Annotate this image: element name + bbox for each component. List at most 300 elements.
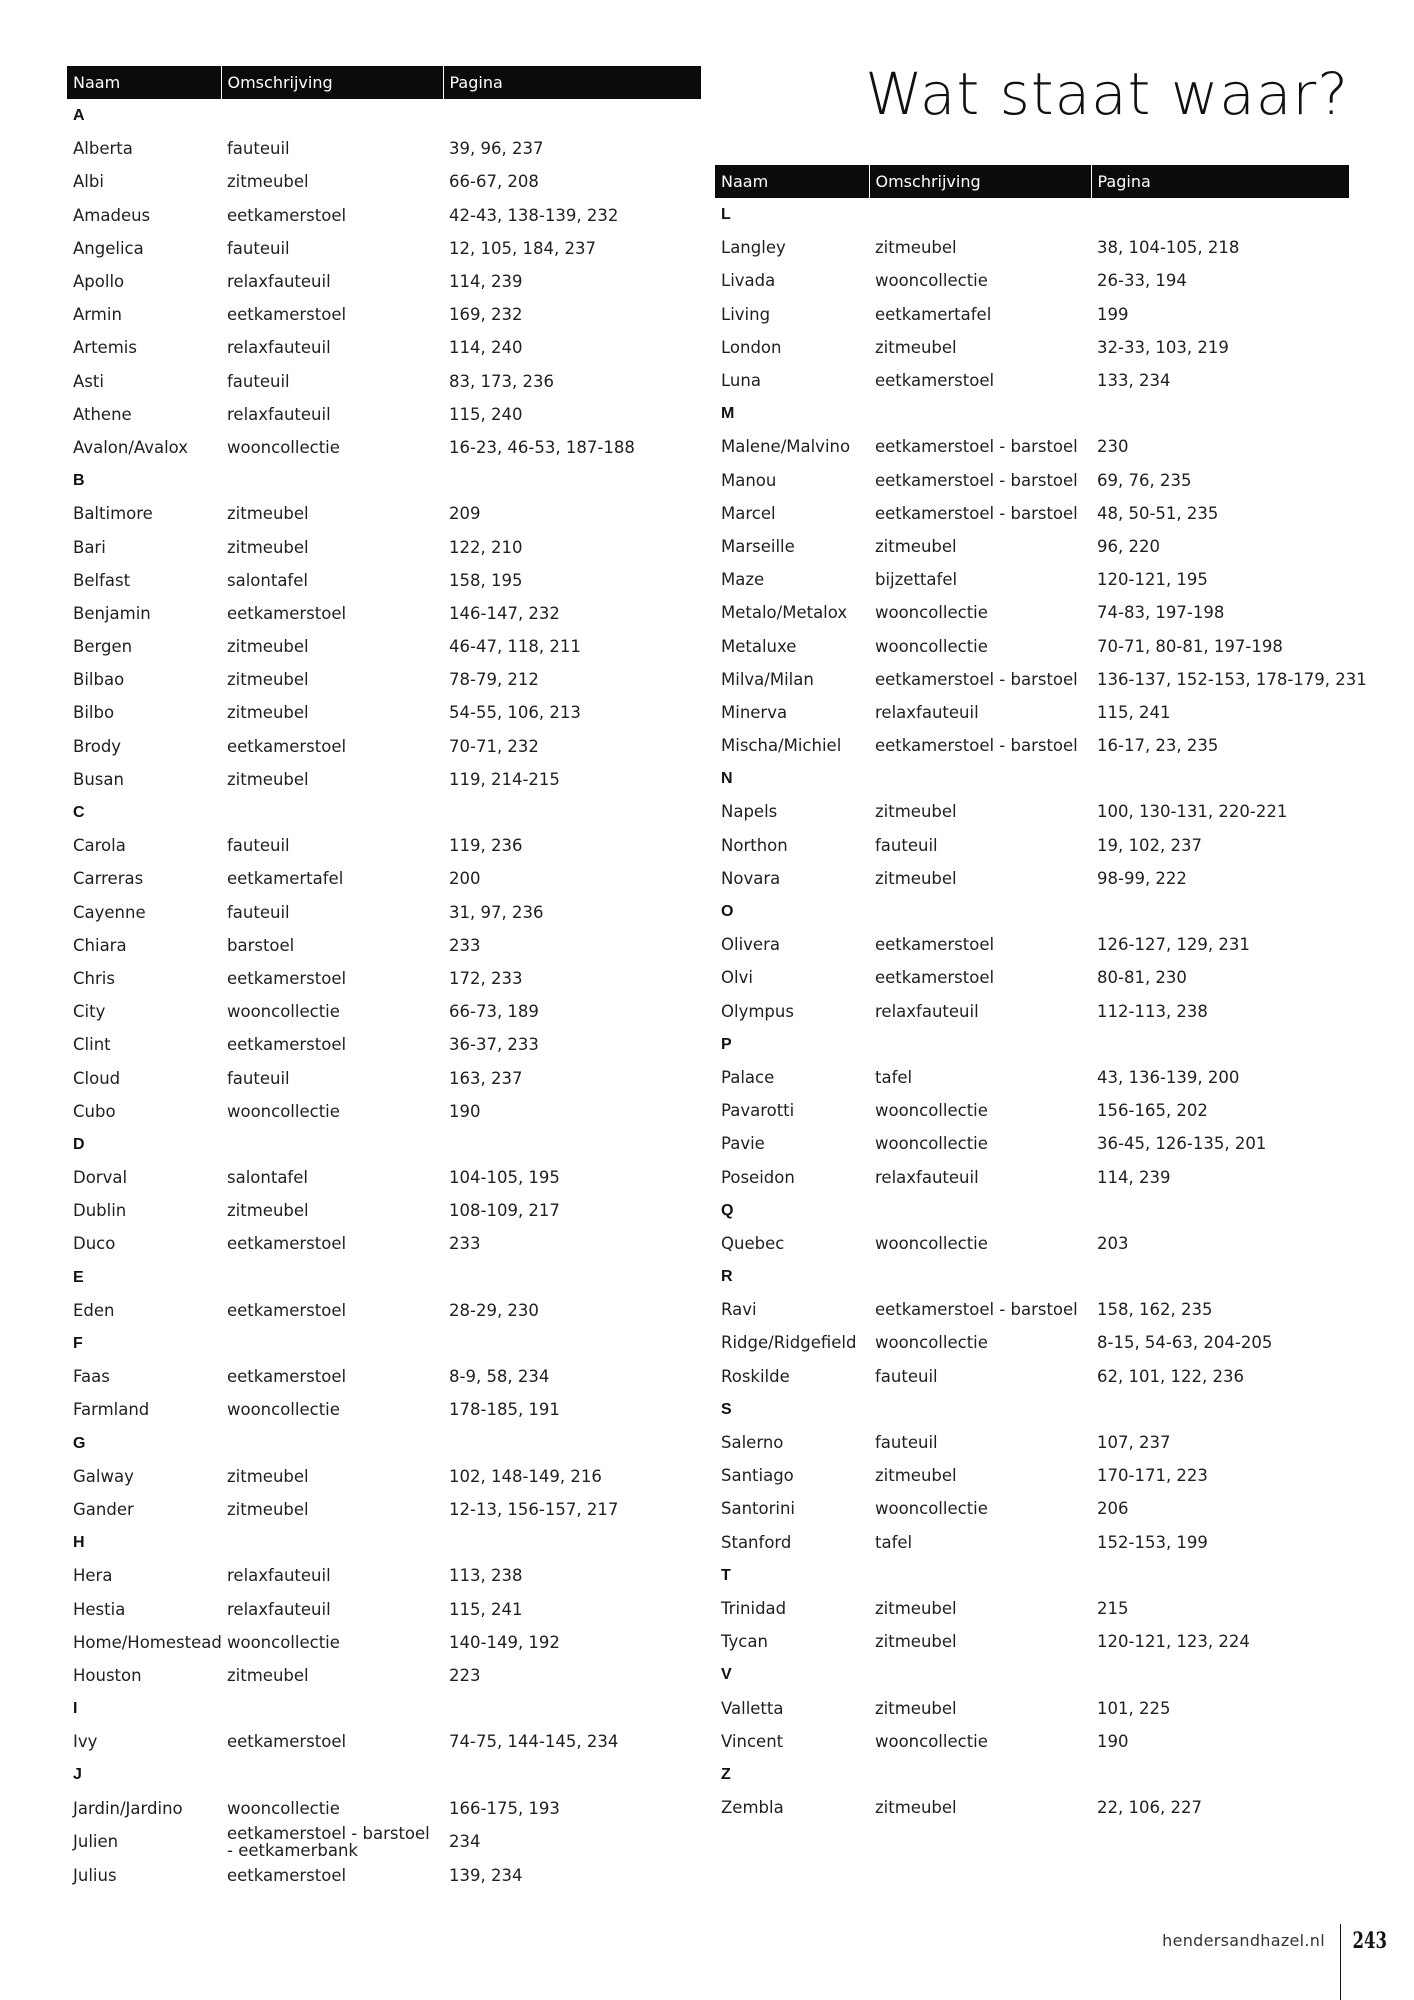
footer-website: hendersandhazel.nl bbox=[1162, 1931, 1325, 1950]
product-name: Santorini bbox=[721, 1499, 796, 1519]
page-numbers: 120-121, 123, 224 bbox=[1097, 1632, 1250, 1652]
product-description: relaxfauteuil bbox=[875, 702, 979, 722]
product-name: Pavarotti bbox=[721, 1101, 795, 1121]
product-description: eetkamerstoel bbox=[227, 968, 347, 988]
table-row bbox=[715, 1691, 1349, 1724]
product-name: Manou bbox=[721, 470, 777, 490]
product-description: zitmeubel bbox=[227, 769, 309, 789]
product-name: Belfast bbox=[73, 570, 131, 590]
product-description: relaxfauteuil bbox=[227, 1599, 331, 1619]
product-name: Santiago bbox=[721, 1466, 794, 1486]
product-name: Metaluxe bbox=[721, 636, 797, 656]
product-description: zitmeubel bbox=[875, 1798, 957, 1818]
table-row bbox=[67, 763, 701, 796]
table-row bbox=[67, 1194, 701, 1227]
product-name: Dorval bbox=[73, 1168, 128, 1188]
page-numbers: 169, 232 bbox=[449, 305, 523, 325]
table-row bbox=[715, 696, 1349, 729]
table-row bbox=[715, 1625, 1349, 1658]
page-numbers: 8-15, 54-63, 204-205 bbox=[1097, 1333, 1273, 1353]
table-row bbox=[67, 431, 701, 464]
letter-heading-row bbox=[715, 1194, 1349, 1227]
letter-heading: H bbox=[73, 1534, 85, 1552]
page-numbers: 115, 240 bbox=[449, 404, 523, 424]
product-description: eetkamerstoel - barstoel bbox=[875, 1300, 1078, 1320]
table-row bbox=[715, 1094, 1349, 1127]
page-numbers: 104-105, 195 bbox=[449, 1168, 560, 1188]
letter-heading-row bbox=[715, 1028, 1349, 1061]
letter-heading-row bbox=[715, 895, 1349, 928]
product-name: Northon bbox=[721, 835, 788, 855]
product-description: wooncollectie bbox=[875, 1499, 988, 1519]
table-row bbox=[715, 995, 1349, 1028]
page-numbers: 12, 105, 184, 237 bbox=[449, 238, 596, 258]
table-row bbox=[67, 630, 701, 663]
product-description: zitmeubel bbox=[227, 1665, 309, 1685]
product-description: zitmeubel bbox=[875, 536, 957, 556]
product-name: Gander bbox=[73, 1499, 134, 1519]
table-row bbox=[67, 497, 701, 530]
table-row bbox=[67, 1393, 701, 1426]
table-header-row bbox=[715, 165, 1349, 198]
page-numbers: 223 bbox=[449, 1665, 481, 1685]
product-name: Athene bbox=[73, 404, 132, 424]
product-description: wooncollectie bbox=[875, 1333, 988, 1353]
table-row bbox=[67, 1095, 701, 1128]
page-numbers: 126-127, 129, 231 bbox=[1097, 935, 1250, 955]
product-name: Apollo bbox=[73, 272, 125, 292]
table-row bbox=[715, 497, 1349, 530]
product-name: Pavie bbox=[721, 1134, 765, 1154]
table-row bbox=[715, 464, 1349, 497]
table-row bbox=[715, 829, 1349, 862]
product-name: Luna bbox=[721, 371, 761, 391]
table-row bbox=[67, 530, 701, 563]
product-name: Galway bbox=[73, 1466, 134, 1486]
product-description: eetkamerstoel - barstoel - eetkamerbank bbox=[227, 1823, 430, 1860]
product-name: Dublin bbox=[73, 1201, 127, 1221]
product-name: Metalo/Metalox bbox=[721, 603, 848, 623]
table-row bbox=[67, 896, 701, 929]
product-name: Roskilde bbox=[721, 1366, 790, 1386]
page-numbers: 114, 240 bbox=[449, 338, 523, 358]
product-name: Baltimore bbox=[73, 504, 153, 524]
table-row bbox=[715, 1492, 1349, 1525]
table-row bbox=[715, 1459, 1349, 1492]
product-name: Ridge/Ridgefield bbox=[721, 1333, 857, 1353]
product-name: Amadeus bbox=[73, 205, 151, 225]
letter-heading-row bbox=[67, 1692, 701, 1725]
product-name: Chiara bbox=[73, 935, 127, 955]
page-numbers: 100, 130-131, 220-221 bbox=[1097, 802, 1288, 822]
letter-heading-row bbox=[67, 99, 701, 132]
product-description: zitmeubel bbox=[227, 1466, 309, 1486]
product-description: fauteuil bbox=[227, 1068, 290, 1088]
product-description: fauteuil bbox=[875, 835, 938, 855]
product-name: Bari bbox=[73, 537, 106, 557]
product-description: zitmeubel bbox=[227, 537, 309, 557]
product-name: Faas bbox=[73, 1367, 110, 1387]
product-name: Langley bbox=[721, 238, 786, 258]
page-numbers: 113, 238 bbox=[449, 1566, 523, 1586]
product-name: Olivera bbox=[721, 935, 780, 955]
page-numbers: 115, 241 bbox=[1097, 702, 1171, 722]
table-body bbox=[715, 198, 1367, 1824]
product-name: Cubo bbox=[73, 1101, 116, 1121]
page-numbers: 12-13, 156-157, 217 bbox=[449, 1499, 619, 1519]
page-numbers: 233 bbox=[449, 935, 481, 955]
page-numbers: 74-83, 197-198 bbox=[1097, 603, 1225, 623]
page-numbers: 178-185, 191 bbox=[449, 1400, 560, 1420]
table-row bbox=[67, 862, 701, 895]
table-row bbox=[715, 1127, 1349, 1160]
letter-heading: Q bbox=[721, 1201, 734, 1219]
table-row bbox=[67, 696, 701, 729]
letter-heading-row bbox=[715, 1758, 1349, 1791]
table-row bbox=[67, 365, 701, 398]
page-number: 243 bbox=[1352, 1928, 1387, 1954]
page-numbers: 96, 220 bbox=[1097, 536, 1160, 556]
table-row bbox=[67, 1227, 701, 1260]
product-name: Armin bbox=[73, 305, 122, 325]
product-description: salontafel bbox=[227, 570, 308, 590]
letter-heading-row bbox=[715, 1393, 1349, 1426]
page-numbers: 200 bbox=[449, 869, 481, 889]
page-numbers: 69, 76, 235 bbox=[1097, 470, 1192, 490]
page-numbers: 28-29, 230 bbox=[449, 1300, 539, 1320]
table-row bbox=[715, 1227, 1349, 1260]
product-description: tafel bbox=[875, 1532, 913, 1552]
product-description: wooncollectie bbox=[875, 1731, 988, 1751]
page-numbers: 66-67, 208 bbox=[449, 172, 539, 192]
page-numbers: 26-33, 194 bbox=[1097, 271, 1187, 291]
product-description: eetkamerstoel bbox=[227, 603, 347, 623]
table-row bbox=[67, 962, 701, 995]
table-row bbox=[715, 1725, 1349, 1758]
column-header-omschrijving: Omschrijving bbox=[221, 66, 443, 99]
letter-heading: O bbox=[721, 903, 734, 921]
page-numbers: 133, 234 bbox=[1097, 371, 1171, 391]
product-description: zitmeubel bbox=[227, 637, 309, 657]
product-name: Alberta bbox=[73, 139, 133, 159]
product-description: barstoel bbox=[227, 935, 295, 955]
table-row bbox=[67, 298, 701, 331]
product-description: zitmeubel bbox=[227, 1499, 309, 1519]
product-description: wooncollectie bbox=[875, 636, 988, 656]
page-numbers: 98-99, 222 bbox=[1097, 868, 1187, 888]
letter-heading: Z bbox=[721, 1765, 731, 1783]
product-name: Malene/Malvino bbox=[721, 437, 851, 457]
page-numbers: 70-71, 80-81, 197-198 bbox=[1097, 636, 1283, 656]
table-row bbox=[67, 663, 701, 696]
letter-heading: V bbox=[721, 1666, 732, 1684]
page-numbers: 78-79, 212 bbox=[449, 670, 539, 690]
product-name: Mischa/Michiel bbox=[721, 736, 842, 756]
table-row bbox=[715, 1293, 1349, 1326]
page-numbers: 119, 236 bbox=[449, 836, 523, 856]
table-row bbox=[67, 1493, 701, 1526]
product-description: zitmeubel bbox=[875, 238, 957, 258]
product-description: wooncollectie bbox=[227, 1400, 340, 1420]
letter-heading-row bbox=[715, 1559, 1349, 1592]
page-numbers: 36-37, 233 bbox=[449, 1035, 539, 1055]
product-name: Zembla bbox=[721, 1798, 784, 1818]
product-description: wooncollectie bbox=[875, 1134, 988, 1154]
page-numbers: 203 bbox=[1097, 1233, 1129, 1253]
column-header-omschrijving: Omschrijving bbox=[869, 165, 1091, 198]
page-numbers: 83, 173, 236 bbox=[449, 371, 554, 391]
page-numbers: 156-165, 202 bbox=[1097, 1101, 1208, 1121]
table-body bbox=[67, 99, 701, 1892]
product-name: Olympus bbox=[721, 1001, 794, 1021]
table-row bbox=[715, 1791, 1349, 1824]
product-name: Ravi bbox=[721, 1300, 757, 1320]
product-name: Carreras bbox=[73, 869, 144, 889]
product-description: eetkamerstoel bbox=[875, 968, 995, 988]
product-name: Chris bbox=[73, 968, 115, 988]
table-row bbox=[67, 398, 701, 431]
page-numbers: 140-149, 192 bbox=[449, 1632, 560, 1652]
product-description: zitmeubel bbox=[875, 802, 957, 822]
table-row bbox=[715, 1326, 1349, 1359]
letter-heading: N bbox=[721, 770, 733, 788]
letter-heading-row bbox=[715, 198, 1349, 231]
product-name: City bbox=[73, 1002, 106, 1022]
table-row bbox=[67, 331, 701, 364]
page-numbers: 108-109, 217 bbox=[449, 1201, 560, 1221]
letter-heading: D bbox=[73, 1135, 85, 1153]
table-row bbox=[67, 995, 701, 1028]
table-row bbox=[715, 928, 1349, 961]
table-row bbox=[715, 729, 1349, 762]
table-row bbox=[715, 629, 1349, 662]
product-description: eetkamerstoel bbox=[875, 371, 995, 391]
letter-heading-row bbox=[715, 397, 1349, 430]
page-numbers: 42-43, 138-139, 232 bbox=[449, 205, 619, 225]
page-numbers: 38, 104-105, 218 bbox=[1097, 238, 1240, 258]
product-description: relaxfauteuil bbox=[875, 1167, 979, 1187]
page-numbers: 43, 136-139, 200 bbox=[1097, 1067, 1240, 1087]
product-name: Busan bbox=[73, 769, 124, 789]
table-row bbox=[715, 430, 1349, 463]
product-name: Marseille bbox=[721, 536, 795, 556]
page-numbers: 120-121, 195 bbox=[1097, 570, 1208, 590]
product-description: eetkamerstoel - barstoel bbox=[875, 503, 1078, 523]
product-name: Julien bbox=[73, 1832, 119, 1852]
page-numbers: 107, 237 bbox=[1097, 1433, 1171, 1453]
table-row bbox=[67, 829, 701, 862]
page-numbers: 206 bbox=[1097, 1499, 1129, 1519]
letter-heading: J bbox=[73, 1766, 82, 1784]
letter-heading: B bbox=[73, 472, 85, 490]
product-name: London bbox=[721, 337, 782, 357]
product-name: Brody bbox=[73, 736, 122, 756]
product-description: wooncollectie bbox=[227, 1798, 340, 1818]
product-description: relaxfauteuil bbox=[227, 338, 331, 358]
table-row bbox=[715, 364, 1349, 397]
product-description: wooncollectie bbox=[227, 437, 340, 457]
product-description: eetkamertafel bbox=[875, 304, 992, 324]
table-row bbox=[715, 331, 1349, 364]
table-row bbox=[715, 264, 1349, 297]
product-name: Avalon/Avalox bbox=[73, 437, 189, 457]
product-description: relaxfauteuil bbox=[227, 404, 331, 424]
product-description: zitmeubel bbox=[227, 703, 309, 723]
table-row bbox=[67, 132, 701, 165]
page-numbers: 170-171, 223 bbox=[1097, 1466, 1208, 1486]
page-numbers: 39, 96, 237 bbox=[449, 139, 544, 159]
product-description: salontafel bbox=[227, 1168, 308, 1188]
page-numbers: 66-73, 189 bbox=[449, 1002, 539, 1022]
product-name: Hestia bbox=[73, 1599, 126, 1619]
product-name: Marcel bbox=[721, 503, 776, 523]
page-numbers: 46-47, 118, 211 bbox=[449, 637, 581, 657]
table-header-row bbox=[67, 66, 701, 99]
page-numbers: 146-147, 232 bbox=[449, 603, 560, 623]
product-description: eetkamerstoel bbox=[227, 1732, 347, 1752]
table-row bbox=[67, 730, 701, 763]
page-numbers: 172, 233 bbox=[449, 968, 523, 988]
product-description: zitmeubel bbox=[875, 1698, 957, 1718]
letter-heading-row bbox=[715, 1658, 1349, 1691]
page-numbers: 190 bbox=[1097, 1731, 1129, 1751]
product-description: fauteuil bbox=[227, 139, 290, 159]
table-row bbox=[67, 232, 701, 265]
table-row bbox=[715, 563, 1349, 596]
product-description: fauteuil bbox=[875, 1366, 938, 1386]
table-row bbox=[67, 1061, 701, 1094]
product-description: relaxfauteuil bbox=[227, 272, 331, 292]
page-numbers: 166-175, 193 bbox=[449, 1798, 560, 1818]
product-name: Stanford bbox=[721, 1532, 792, 1552]
product-name: Palace bbox=[721, 1067, 775, 1087]
table-row bbox=[715, 1360, 1349, 1393]
letter-heading: F bbox=[73, 1335, 83, 1353]
product-description: zitmeubel bbox=[227, 172, 309, 192]
page-numbers: 163, 237 bbox=[449, 1068, 523, 1088]
product-description: fauteuil bbox=[227, 836, 290, 856]
product-name: Quebec bbox=[721, 1233, 785, 1253]
page-title: Wat staat waar? bbox=[865, 60, 1349, 128]
product-description: wooncollectie bbox=[875, 271, 988, 291]
product-name: Maze bbox=[721, 570, 765, 590]
table-row bbox=[67, 1859, 701, 1892]
product-name: Livada bbox=[721, 271, 776, 291]
product-description: eetkamerstoel bbox=[227, 1300, 347, 1320]
page-numbers: 136-137, 152-153, 178-179, 231 bbox=[1097, 669, 1367, 689]
page-numbers: 102, 148-149, 216 bbox=[449, 1466, 602, 1486]
page-numbers: 209 bbox=[449, 504, 481, 524]
product-name: Duco bbox=[73, 1234, 116, 1254]
product-name: Artemis bbox=[73, 338, 137, 358]
table-row bbox=[67, 199, 701, 232]
product-description: zitmeubel bbox=[875, 1632, 957, 1652]
product-description: eetkamerstoel bbox=[227, 1234, 347, 1254]
table-row bbox=[67, 1028, 701, 1061]
table-row bbox=[67, 597, 701, 630]
table-row bbox=[67, 1360, 701, 1393]
page-numbers: 114, 239 bbox=[1097, 1167, 1171, 1187]
product-name: Cayenne bbox=[73, 902, 146, 922]
footer-divider bbox=[1340, 1924, 1341, 2000]
table-row bbox=[715, 961, 1349, 994]
product-description: eetkamerstoel bbox=[227, 1035, 347, 1055]
product-description: zitmeubel bbox=[875, 337, 957, 357]
column-header-naam: Naam bbox=[715, 165, 869, 198]
page-numbers: 8-9, 58, 234 bbox=[449, 1367, 550, 1387]
product-name: Ivy bbox=[73, 1732, 98, 1752]
letter-heading: M bbox=[721, 405, 735, 423]
product-name: Julius bbox=[73, 1865, 117, 1885]
product-name: Salerno bbox=[721, 1433, 784, 1453]
page-numbers: 31, 97, 236 bbox=[449, 902, 544, 922]
table-row bbox=[715, 231, 1349, 264]
page-numbers: 139, 234 bbox=[449, 1865, 523, 1885]
table-row bbox=[67, 564, 701, 597]
page-numbers: 230 bbox=[1097, 437, 1129, 457]
page-numbers: 80-81, 230 bbox=[1097, 968, 1187, 988]
product-description: zitmeubel bbox=[227, 504, 309, 524]
page-numbers: 16-23, 46-53, 187-188 bbox=[449, 437, 635, 457]
page-numbers: 101, 225 bbox=[1097, 1698, 1171, 1718]
product-description: zitmeubel bbox=[227, 1201, 309, 1221]
product-name: Carola bbox=[73, 836, 126, 856]
table-row bbox=[715, 862, 1349, 895]
product-description: wooncollectie bbox=[875, 1233, 988, 1253]
product-name: Cloud bbox=[73, 1068, 121, 1088]
product-description: wooncollectie bbox=[227, 1002, 340, 1022]
table-row bbox=[67, 1659, 701, 1692]
product-name: Benjamin bbox=[73, 603, 151, 623]
page-numbers: 54-55, 106, 213 bbox=[449, 703, 581, 723]
product-name: Milva/Milan bbox=[721, 669, 814, 689]
table-row bbox=[67, 1460, 701, 1493]
product-name: Asti bbox=[73, 371, 104, 391]
letter-heading: P bbox=[721, 1035, 732, 1053]
product-description: wooncollectie bbox=[875, 1101, 988, 1121]
table-row bbox=[67, 1825, 701, 1859]
product-description: tafel bbox=[875, 1067, 913, 1087]
product-name: Bilbo bbox=[73, 703, 115, 723]
page-numbers: 190 bbox=[449, 1101, 481, 1121]
product-name: Poseidon bbox=[721, 1167, 795, 1187]
table-row bbox=[67, 1161, 701, 1194]
product-name: Farmland bbox=[73, 1400, 150, 1420]
product-description: eetkamerstoel - barstoel bbox=[875, 669, 1078, 689]
product-description: wooncollectie bbox=[227, 1101, 340, 1121]
table-row bbox=[715, 663, 1349, 696]
product-description: eetkamerstoel - barstoel bbox=[875, 470, 1078, 490]
letter-heading-row bbox=[67, 1261, 701, 1294]
product-name: Napels bbox=[721, 802, 778, 822]
table-row bbox=[67, 1626, 701, 1659]
product-description: eetkamerstoel - barstoel bbox=[875, 437, 1078, 457]
page-numbers: 22, 106, 227 bbox=[1097, 1798, 1202, 1818]
page-numbers: 112-113, 238 bbox=[1097, 1001, 1208, 1021]
letter-heading: E bbox=[73, 1268, 84, 1286]
product-name: Vincent bbox=[721, 1731, 784, 1751]
table-row bbox=[715, 530, 1349, 563]
product-description: fauteuil bbox=[875, 1433, 938, 1453]
page-numbers: 233 bbox=[449, 1234, 481, 1254]
product-name: Jardin/Jardino bbox=[73, 1798, 183, 1818]
table-row bbox=[715, 596, 1349, 629]
column-header-naam: Naam bbox=[67, 66, 221, 99]
letter-heading-row bbox=[67, 1427, 701, 1460]
page-numbers: 36-45, 126-135, 201 bbox=[1097, 1134, 1267, 1154]
letter-heading: G bbox=[73, 1434, 86, 1452]
page-numbers: 199 bbox=[1097, 304, 1129, 324]
